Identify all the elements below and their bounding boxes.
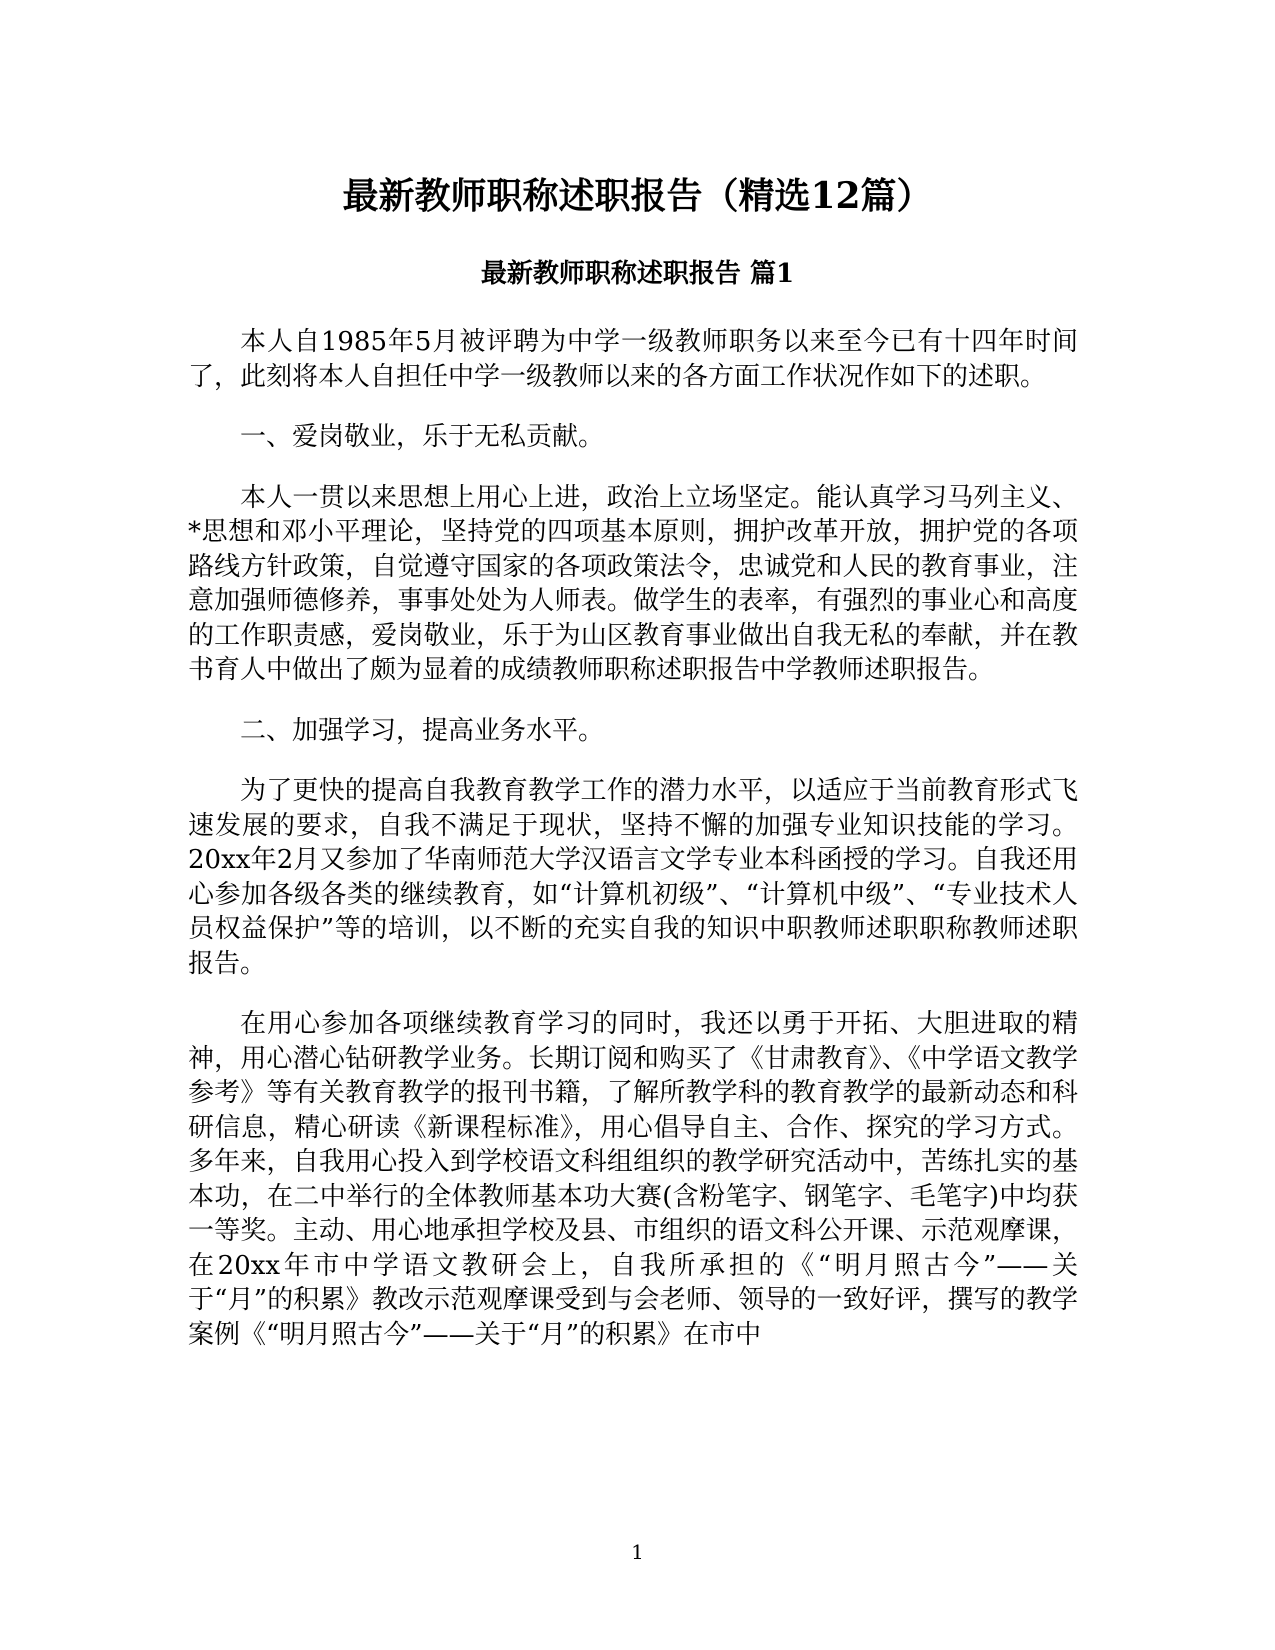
paragraph-intro: 本人自1985年5月被评聘为中学一级教师职务以来至今已有十四年时间了，此刻将本人自担任中学一级教师以来的各方面工作状况作如下的述职。 <box>188 327 1078 392</box>
section-heading: 最新教师职称述职报告 篇1 <box>480 259 795 289</box>
paragraph-study: 为了更快的提高自我教育教学工作的潜力水平，以适应于当前教育形式飞速发展的要求，自我不满足于现状，坚持不懈的加强专业知识技能的学习。20xx年2月又参加了华南师范大学汉语言文学专业本科函授的学习。自我还用心参加各级各类的继续教育，如“计算机初级”、“计算机中级”、“专业技术人员权益保护”等的培训，以不断的充实自我的知识中职教师述职职称教师述职报告。 <box>188 776 1078 979</box>
section-heading-2: 二、加强学习，提高业务水平。 <box>240 715 605 746</box>
paragraph-ethics: 本人一贯以来思想上用心上进，政治上立场坚定。能认真学习马列主义、*思想和邓小平理论，坚持党的四项基本原则，拥护改革开放，拥护党的各项路线方针政策，自觉遵守国家的各项政策法令，忠诚党和人民的教育事业，注意加强师德修养，事事处处为人师表。做学生的表率，有强烈的事业心和高度的工作职责感，爱岗敬业，乐于为山区教育事业做出自我无私的奉献，并在教书育人中做出了颇为显着的成绩教师职称述职报告中学教师述职报告。 <box>188 482 1078 685</box>
paragraph-research: 在用心参加各项继续教育学习的同时，我还以勇于开拓、大胆进取的精神，用心潜心钻研教学业务。长期订阅和购买了《甘肃教育》、《中学语文教学参考》等有关教育教学的报刊书籍，了解所教学科的教育教学的最新动态和科研信息，精心研读《新课程标准》，用心倡导自主、合作、探究的学习方式。多年来，自我用心投入到学校语文科组组织的教学研究活动中，苦练扎实的基本功，在二中举行的全体教师基本功大赛(含粉笔字、钢笔字、毛笔字)中均获一等奖。主动、用心地承担学校及县、市组织的语文科公开课、示范观摩课，在20xx年市中学语文教研会上，自我所承担的《“明月照古今”——关于“月”的积累》教改示范观摩课受到与会老师、领导的一致好评，撰写的教学案例《“明月照古今”——关于“月”的积累》在市中 <box>188 1009 1078 1350</box>
document-title: 最新教师职称述职报告（精选12篇） <box>342 175 933 217</box>
document-body <box>188 325 1078 1378</box>
page-number: 1 <box>631 1540 644 1564</box>
section-heading-1: 一、爱岗敬业，乐于无私贡献。 <box>240 422 605 452</box>
